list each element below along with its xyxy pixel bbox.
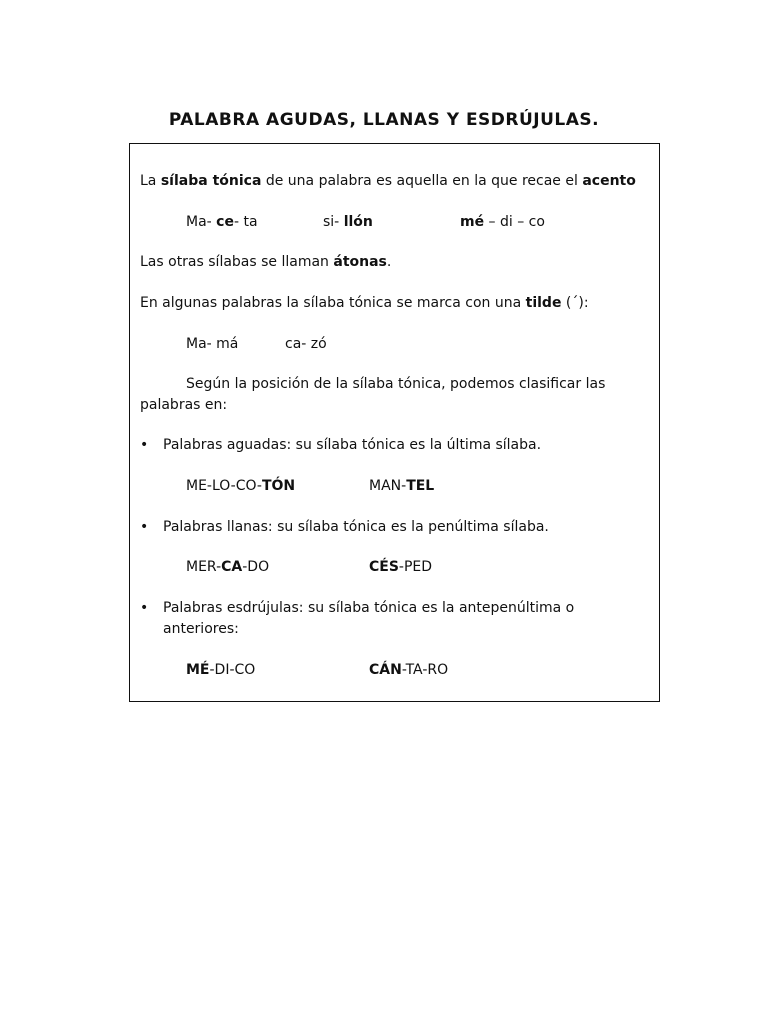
esdrujulas-line-2: anteriores: xyxy=(163,621,239,637)
example-maceta xyxy=(186,212,258,232)
text: -TA-RO xyxy=(401,662,449,678)
example-melocoton xyxy=(186,476,295,496)
bold-term: acento xyxy=(582,173,636,189)
agudas-line: Palabras aguadas: su sílaba tónica es la última sílaba. xyxy=(163,437,542,453)
bold-term: sílaba tónica xyxy=(160,173,262,189)
bold-syllable: TÓN xyxy=(261,478,296,494)
bullet-icon: • xyxy=(140,437,149,453)
bold-syllable: MÉ xyxy=(186,662,210,678)
text: – di – co xyxy=(484,214,545,230)
page-title: PALABRA AGUDAS, LLANAS Y ESDRÚJULAS. xyxy=(168,110,600,130)
classification-line-1: Según la posición de la sílaba tónica, podemos clasificar las xyxy=(186,376,606,392)
example-cantaro xyxy=(369,660,448,680)
bold-syllable: mé xyxy=(460,214,485,230)
atonas-line xyxy=(140,252,391,272)
bold-syllable: ce xyxy=(216,214,234,230)
text: - ta xyxy=(233,214,258,230)
bullet-icon: • xyxy=(140,519,149,535)
text: ME-LO-CO- xyxy=(186,478,262,494)
bold-term: átonas xyxy=(333,254,387,270)
example-cesped xyxy=(369,557,432,577)
example-sillon xyxy=(323,212,373,232)
text: -PED xyxy=(398,559,433,575)
example-mantel xyxy=(369,476,434,496)
bullet-icon: • xyxy=(140,600,149,616)
text: En algunas palabras la sílaba tónica se marca con una xyxy=(140,295,526,311)
text: Ma- xyxy=(186,214,217,230)
tilde-line xyxy=(140,293,589,313)
text: de una palabra es aquella en la que recae el xyxy=(261,173,583,189)
text: MAN- xyxy=(369,478,407,494)
example-medico-caps xyxy=(186,660,255,680)
text: -DO xyxy=(242,559,270,575)
bold-syllable: llón xyxy=(343,214,373,230)
example-mercado xyxy=(186,557,269,577)
example-medico xyxy=(460,212,545,232)
example-cazo: ca- zó xyxy=(285,336,327,352)
text: Las otras sílabas se llaman xyxy=(140,254,334,270)
llanas-line: Palabras llanas: su sílaba tónica es la penúltima sílaba. xyxy=(163,519,549,535)
text: La xyxy=(140,173,161,189)
text: -DI-CO xyxy=(209,662,256,678)
classification-line-2: palabras en: xyxy=(140,397,228,413)
example-mama: Ma- má xyxy=(186,336,239,352)
definition-line xyxy=(140,171,636,191)
bold-syllable: CÁN xyxy=(369,662,402,678)
text: . xyxy=(386,254,392,270)
bold-term: tilde xyxy=(525,295,562,311)
esdrujulas-line-1: Palabras esdrújulas: su sílaba tónica es la antepenúltima o xyxy=(163,600,575,616)
bold-syllable: CÉS xyxy=(369,559,399,575)
text: si- xyxy=(323,214,344,230)
text: (´): xyxy=(561,295,589,311)
bold-syllable: TEL xyxy=(406,478,435,494)
bold-syllable: CA xyxy=(221,559,243,575)
text: MER- xyxy=(186,559,222,575)
